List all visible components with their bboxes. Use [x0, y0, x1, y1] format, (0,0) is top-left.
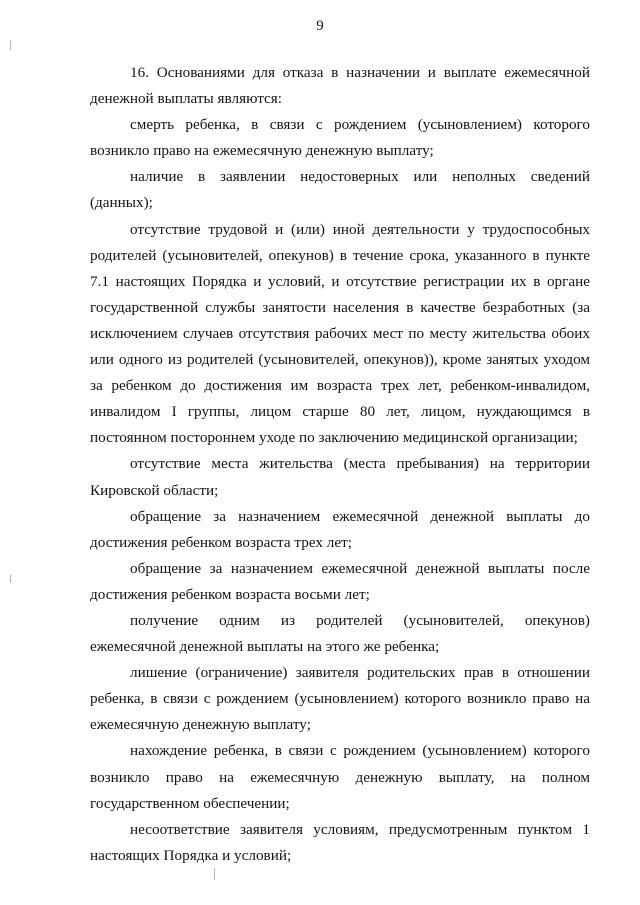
scan-speck [10, 575, 11, 583]
paragraph-no-residence: отсутствие места жительства (места пребывания) на территории Кировской области; [90, 455, 590, 499]
paragraph-conditions-mismatch: несоответствие заявителя условиям, предусмотренным пунктом 1 настоящих Порядка и условий; [90, 820, 590, 864]
paragraph-before-three-years: обращение за назначением ежемесячной денежной выплаты до достижения ребенком возраста трех лет; [90, 507, 590, 551]
document-body [90, 60, 590, 869]
paragraph-no-employment: отсутствие трудовой и (или) иной деятельности у трудоспособных родителей (усыновителей, опекунов) в течение срока, указанного в пункте 7.1 настоящих Порядка и условий, и отсутствие регистрации их в органе государственной службы занятости населения в качестве безработных (за исключением случаев отсутствия рабочих мест по месту жительства обоих или одного из родителей (усыновителей, опекунов)), кроме занятых уходом за ребенком до достижения им возраста трех лет, ребенком-инвалидом, инвалидом I группы, лицом старше 80 лет, лицом, нуждающимся в постоянном постороннем уходе по заключению медицинской организации; [90, 220, 590, 447]
paragraph-after-eight-years: обращение за назначением ежемесячной денежной выплаты после достижения ребенком возраста восьми лет; [90, 559, 590, 603]
paragraph-deprivation-rights: лишение (ограничение) заявителя родительских прав в отношении ребенка, в связи с рождением (усыновлением) которого возникло право на ежемесячную денежную выплату; [90, 664, 590, 734]
paragraph-state-support: нахождение ребенка, в связи с рождением (усыновлением) которого возникло право на ежемесячную денежную выплату, на полном государственном обеспечении; [90, 742, 590, 812]
paragraph-grounds-intro: 16. Основаниями для отказа в назначении и выплате ежемесячной денежной выплаты являются: [90, 64, 590, 108]
paragraph-duplicate-payment: получение одним из родителей (усыновителей, опекунов) ежемесячной денежной выплаты на этого же ребенка; [90, 611, 590, 656]
paragraph-child-death: смерть ребенка, в связи с рождением (усыновлением) которого возникло право на ежемесячную денежную выплату; [90, 116, 590, 160]
scan-speck [10, 40, 11, 50]
paragraph-false-data: наличие в заявлении недостоверных или неполных сведений (данных); [90, 168, 590, 212]
scan-speck [214, 868, 215, 880]
page-number: 9 [316, 18, 324, 34]
